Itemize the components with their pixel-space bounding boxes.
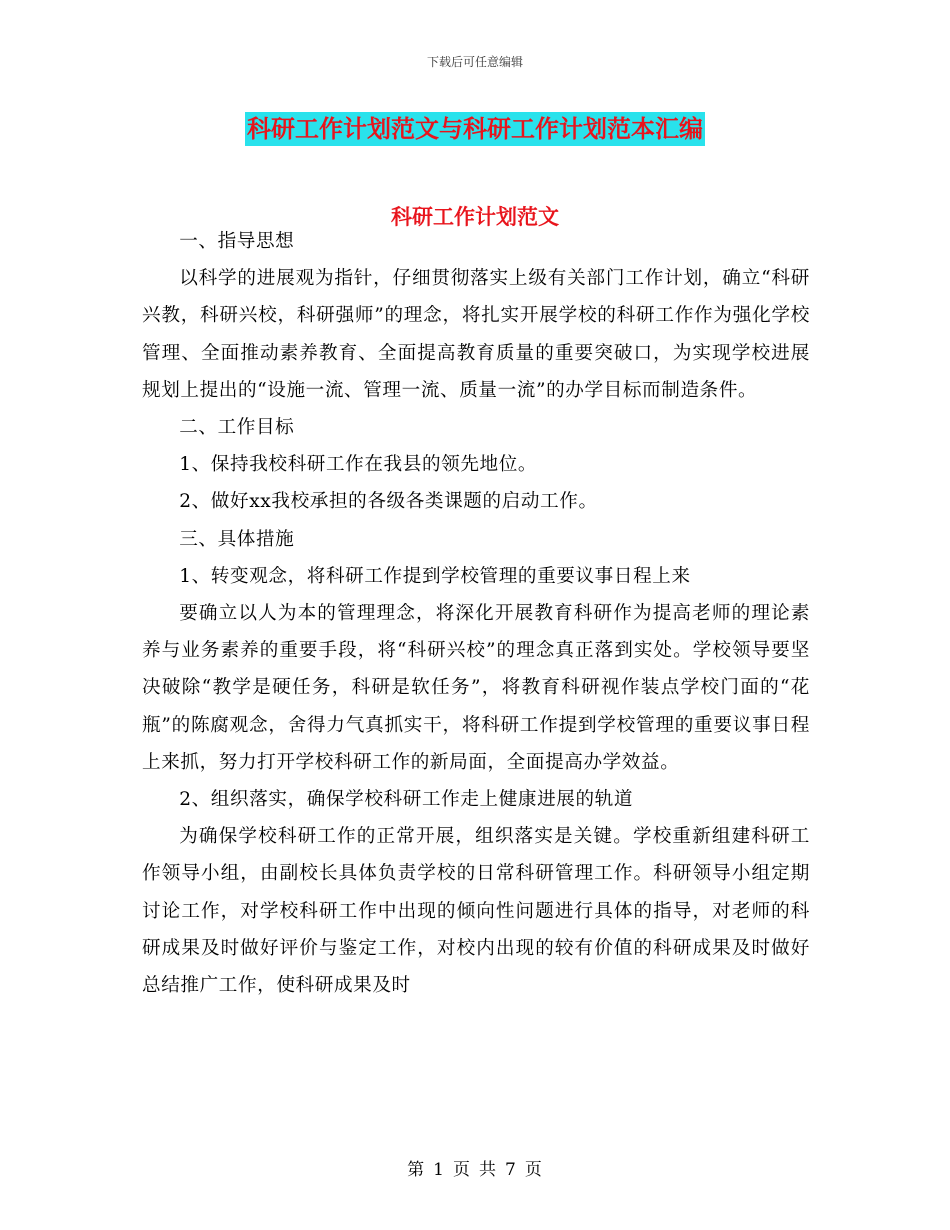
footer-page-current: 1 — [433, 1160, 445, 1180]
measure-1-title: 1、转变观念，将科研工作提到学校管理的重要议事日程上来 — [179, 565, 691, 587]
main-title-container — [0, 112, 950, 146]
goal-item-2: 2、做好xx我校承担的各级各类课题的启动工作。 — [179, 491, 598, 513]
measure-2-paragraph: 为确保学校科研工作的正常开展，组织落实是关键。学校重新组建科研工作领导小组，由副校长具体负责学校的日常科研管理工作。科研领导小组定期讨论工作，对学校科研工作中出现的倾向性问题进行具体的指导，对老师的科研成果及时做好评价与鉴定工作，对校内出现的较有价值的科研成果及时做好总结推广工作，使科研成果及时 — [142, 826, 810, 997]
heading-guiding-thought: 一、指导思想 — [179, 231, 295, 252]
document-body — [142, 223, 810, 1004]
measure-1-paragraph: 要确立以人为本的管理理念，将深化开展教育科研作为提高老师的理论素养与业务素养的重要手段，将“科研兴校”的理念真正落到实处。学校领导要坚决破除“教学是硬任务，科研是软任务”，将教育科研视作装点学校门面的“花瓶”的陈腐观念，舍得力气真抓实干，将科研工作提到学校管理的重要议事日程上来抓，努力打开学校科研工作的新局面，全面提高办学效益。 — [142, 603, 810, 773]
heading-specific-measures: 三、具体措施 — [179, 528, 295, 550]
measure-2-title: 2、组织落实，确保学校科研工作走上健康进展的轨道 — [179, 789, 634, 811]
section-title: 科研工作计划范文 — [391, 205, 559, 229]
footer-total-unit: 页 — [524, 1160, 543, 1180]
footer-page-word: 第 — [407, 1160, 426, 1180]
goal-item-1: 1、保持我校科研工作在我县的领先地位。 — [179, 454, 538, 476]
heading-work-goals: 二、工作目标 — [179, 417, 295, 439]
main-title: 科研工作计划范文与科研工作计划范本汇编 — [245, 112, 705, 146]
footer-page-unit: 页 — [453, 1160, 471, 1180]
page-footer — [0, 1155, 950, 1180]
footer-total-word: 共 — [479, 1160, 497, 1180]
paragraph-guiding-thought: 以科学的进展观为指针，仔细贯彻落实上级有关部门工作计划，确立“科研兴教，科研兴校，科研强师”的理念，将扎实开展学校的科研工作作为强化学校管理、全面推动素养教育、全面提高教育质量的重要突破口，为实现学校进展规划上提出的“设施一流、管理一流、质量一流”的办学目标而制造条件。 — [142, 268, 810, 401]
footer-page-total: 7 — [505, 1160, 517, 1180]
page-header-note: 下载后可任意编辑 — [426, 55, 523, 69]
